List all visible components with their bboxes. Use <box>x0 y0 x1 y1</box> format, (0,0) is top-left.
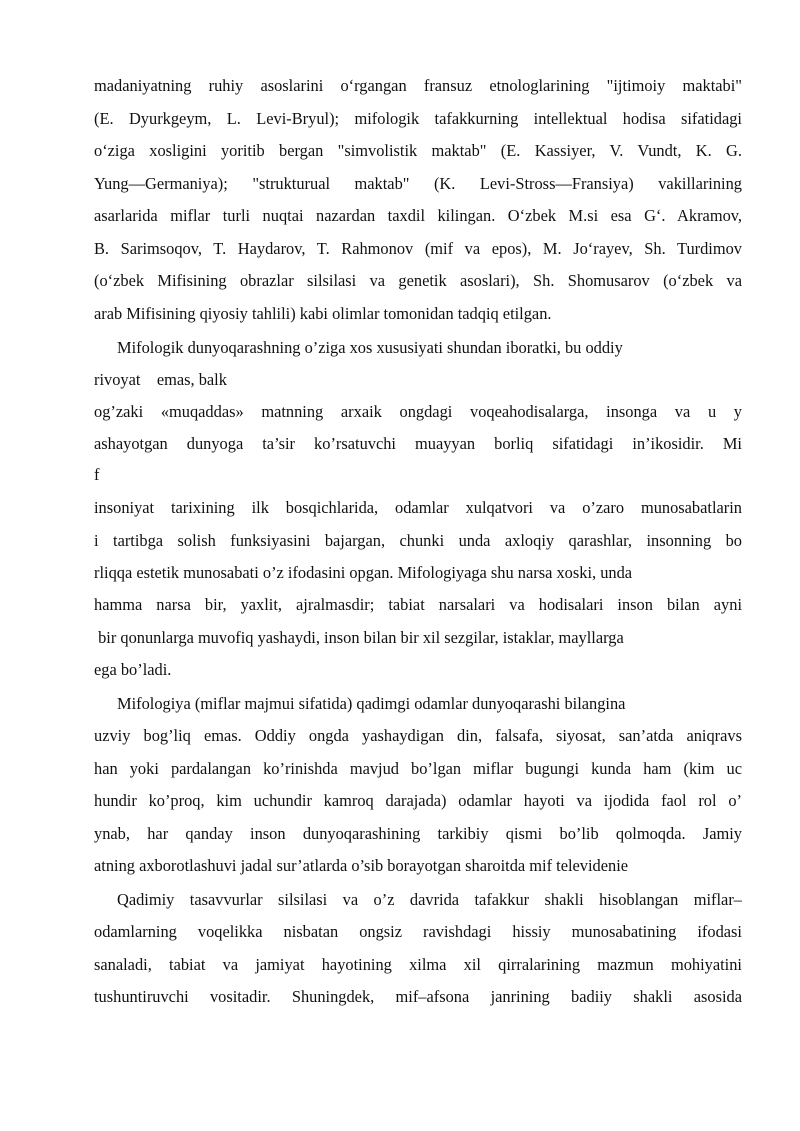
paragraph-first-line: Qadimiy tasavvurlar silsilasi va o’z davrida tafakkur shakli hisoblangan miflar– <box>117 890 742 909</box>
text-line: f <box>94 465 100 484</box>
text-line: oʻziga xosligini yoritib bergan "simvolistik maktab" (E. Kassiyer, V. Vundt, K. G. <box>94 141 742 160</box>
text-line: og’zaki «muqaddas» matnning arxaik ongdagi voqeahodisalarga, insonga va u y <box>94 402 742 421</box>
text-line: Yung—Germaniya); "strukturual maktab" (K. Levi-Stross—Fransiya) vakillarining <box>94 174 742 193</box>
text-line: ynab, har qanday inson dunyoqarashining tarkibiy qismi bo’lib qolmoqda. Jamiy <box>94 824 742 843</box>
text-line: bir qonunlarga muvofiq yashaydi, inson bilan bir xil sezgilar, istaklar, mayllarga <box>94 628 624 647</box>
text-line: i tartibga solish funksiyasini bajargan, chunki unda axloqiy qarashlar, insonning bo <box>94 531 742 550</box>
text-line: ashayotgan dunyoga ta’sir ko’rsatuvchi muayyan borliq sifatidagi in’ikosidir. Mi <box>94 434 742 453</box>
text-line: B. Sarimsoqov, T. Haydarov, T. Rahmonov (mif va epos), M. Joʻrayev, Sh. Turdimov <box>94 239 742 258</box>
text-line: ega bo’ladi. <box>94 660 172 679</box>
text-line: uzviy bog’liq emas. Oddiy ongda yashaydigan din, falsafa, siyosat, san’atda aniqravs <box>94 726 742 745</box>
text-line: rliqqa estetik munosabati o’z ifodasini opgan. Mifologiyaga shu narsa xoski, unda <box>94 563 633 582</box>
text-line: (E. Dyurkgeym, L. Levi-Bryul); mifologik tafakkurning intellektual hodisa sifatidagi <box>94 109 742 128</box>
text-line: sanaladi, tabiat va jamiyat hayotining xilma xil qirralarining mazmun mohiyatini <box>94 955 742 974</box>
text-line: insoniyat tarixining ilk bosqichlarida, odamlar xulqatvori va o’zaro munosabatlarin <box>94 498 742 517</box>
paragraph-first-line: Mifologik dunyoqarashning o’ziga xos xususiyati shundan iboratki, bu oddiy <box>117 338 623 357</box>
text-line: (oʻzbek Mifisining obrazlar silsilasi va genetik asoslari), Sh. Shomusarov (oʻzbek va <box>94 271 742 290</box>
text-line: han yoki pardalangan ko’rinishda mavjud bo’lgan miflar bugungi kunda ham (kim uc <box>94 759 742 778</box>
text-line: hamma narsa bir, yaxlit, ajralmasdir; tabiat narsalari va hodisalari inson bilan ayni <box>94 595 742 614</box>
text-line: atning axborotlashuvi jadal sur’atlarda o’sib borayotgan sharoitda mif televidenie <box>94 856 629 875</box>
text-line: hundir ko’proq, kim uchundir kamroq darajada) odamlar hayoti va ijodida faol rol o’ <box>94 791 742 810</box>
text-line: tushuntiruvchi vositadir. Shuningdek, mif–afsona janrining badiiy shakli asosida <box>94 987 742 1006</box>
text-line: arab Mifisining qiyosiy tahlili) kabi olimlar tomonidan tadqiq etilgan. <box>94 304 552 323</box>
text-line: odamlarning voqelikka nisbatan ongsiz ravishdagi hissiy munosabatining ifodasi <box>94 922 742 941</box>
text-line: rivoyat emas, balk <box>94 370 227 389</box>
text-line: madaniyatning ruhiy asoslarini oʻrgangan fransuz etnologlarining "ijtimoiy maktabi" <box>94 76 742 95</box>
text-line: asarlarida miflar turli nuqtai nazardan taxdil kilingan. Oʻzbek M.si esa Gʻ. Akramov, <box>94 206 742 225</box>
paragraph-first-line: Mifologiya (miflar majmui sifatida) qadimgi odamlar dunyoqarashi bilangina <box>117 694 626 713</box>
